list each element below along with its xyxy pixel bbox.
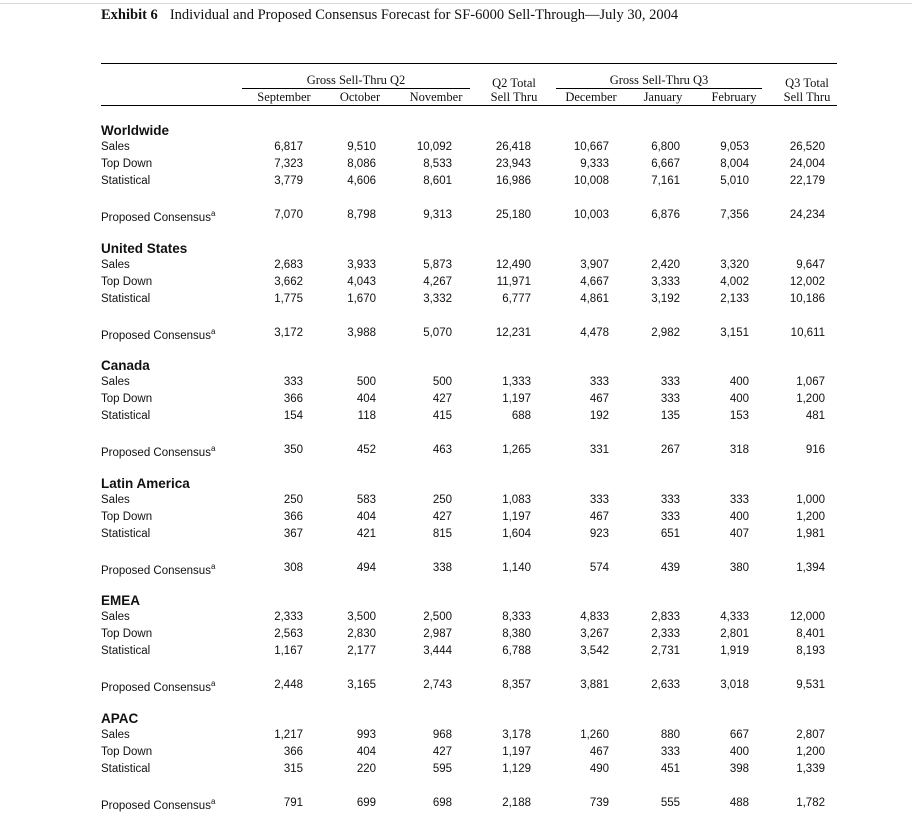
region-heading: Canada xyxy=(101,358,150,373)
table-cell: 9,333 xyxy=(580,158,609,170)
row-label: Sales xyxy=(101,141,130,153)
consensus-cell: 24,234 xyxy=(789,209,825,221)
table-cell: 8,601 xyxy=(423,175,452,187)
exhibit-caption: Individual and Proposed Consensus Forecast for SF-6000 Sell-Through—July 30, 2004 xyxy=(169,7,679,23)
row-label: Sales xyxy=(101,729,130,741)
table-cell: 2,987 xyxy=(423,628,452,640)
table-cell: 2,133 xyxy=(720,293,749,305)
top-border xyxy=(0,3,912,4)
consensus-cell: 318 xyxy=(729,444,749,456)
table-cell: 5,873 xyxy=(423,259,452,271)
row-label: Statistical xyxy=(101,293,151,305)
table-cell: 3,320 xyxy=(720,259,749,271)
consensus-cell: 2,188 xyxy=(502,797,531,809)
row-label: Statistical xyxy=(101,410,151,422)
row-label: Sales xyxy=(101,259,130,271)
table-cell: 993 xyxy=(356,729,376,741)
table-cell: 250 xyxy=(432,494,452,506)
table-cell: 2,333 xyxy=(274,611,303,623)
table-cell: 315 xyxy=(283,763,303,775)
consensus-cell: 791 xyxy=(283,797,303,809)
table-cell: 10,008 xyxy=(573,175,609,187)
table-cell: 1,197 xyxy=(502,746,531,758)
q3-group-header: Gross Sell-Thru Q3 xyxy=(609,73,709,87)
table-cell: 333 xyxy=(283,376,303,388)
table-cell: 400 xyxy=(729,511,749,523)
footnote-marker: a xyxy=(210,562,216,571)
consensus-cell: 10,003 xyxy=(573,209,609,221)
table-cell: 4,002 xyxy=(720,276,749,288)
table-cell: 10,092 xyxy=(416,141,452,153)
row-label: Sales xyxy=(101,494,130,506)
table-cell: 220 xyxy=(356,763,376,775)
consensus-cell: 2,743 xyxy=(423,679,452,691)
q2-group-header: Gross Sell-Thru Q2 xyxy=(306,73,406,87)
table-cell: 2,333 xyxy=(651,628,680,640)
table-cell: 1,000 xyxy=(796,494,825,506)
table-cell: 667 xyxy=(729,729,749,741)
table-cell: 250 xyxy=(283,494,303,506)
table-cell: 2,807 xyxy=(796,729,825,741)
footnote-marker: a xyxy=(210,679,216,688)
table-cell: 16,986 xyxy=(495,175,531,187)
header-top-rule xyxy=(101,63,837,64)
table-cell: 333 xyxy=(589,376,609,388)
consensus-cell: 308 xyxy=(283,562,303,574)
table-cell: 490 xyxy=(589,763,609,775)
consensus-cell: 3,988 xyxy=(347,327,376,339)
footnote-marker: a xyxy=(210,797,216,806)
table-cell: 8,401 xyxy=(796,628,825,640)
table-cell: 8,086 xyxy=(347,158,376,170)
table-cell: 8,533 xyxy=(423,158,452,170)
table-cell: 7,161 xyxy=(651,175,680,187)
consensus-cell: 439 xyxy=(660,562,680,574)
table-cell: 366 xyxy=(283,746,303,758)
table-cell: 1,260 xyxy=(580,729,609,741)
row-label: Statistical xyxy=(101,175,151,187)
table-cell: 3,332 xyxy=(423,293,452,305)
table-cell: 3,192 xyxy=(651,293,680,305)
table-cell: 333 xyxy=(660,746,680,758)
table-cell: 12,000 xyxy=(789,611,825,623)
table-cell: 427 xyxy=(432,511,452,523)
region-heading: Worldwide xyxy=(101,123,170,138)
table-cell: 1,670 xyxy=(347,293,376,305)
consensus-cell: 463 xyxy=(432,444,452,456)
consensus-cell: 9,531 xyxy=(796,679,825,691)
row-label: Statistical xyxy=(101,763,151,775)
table-cell: 6,817 xyxy=(274,141,303,153)
table-cell: 118 xyxy=(357,410,376,422)
table-cell: 8,004 xyxy=(720,158,749,170)
table-cell: 4,667 xyxy=(580,276,609,288)
consensus-cell: 916 xyxy=(805,444,825,456)
table-cell: 3,933 xyxy=(347,259,376,271)
exhibit-number: Exhibit 6 xyxy=(101,7,158,23)
table-cell: 2,500 xyxy=(423,611,452,623)
table-cell: 500 xyxy=(432,376,452,388)
table-cell: 333 xyxy=(660,494,680,506)
consensus-cell: 338 xyxy=(432,562,452,574)
consensus-cell: 1,265 xyxy=(502,444,531,456)
table-cell: 404 xyxy=(356,511,376,523)
table-cell: 366 xyxy=(283,393,303,405)
row-label: Top Down xyxy=(101,158,153,170)
table-cell: 481 xyxy=(805,410,825,422)
table-cell: 3,267 xyxy=(580,628,609,640)
q3-group-underline xyxy=(556,88,762,89)
consensus-cell: 8,357 xyxy=(502,679,531,691)
table-cell: 415 xyxy=(432,410,452,422)
table-cell: 1,197 xyxy=(502,393,531,405)
table-cell: 2,563 xyxy=(274,628,303,640)
table-cell: 3,542 xyxy=(580,645,609,657)
footnote-marker: a xyxy=(210,327,216,336)
consensus-cell: 267 xyxy=(660,444,680,456)
table-cell: 1,604 xyxy=(502,528,531,540)
table-cell: 192 xyxy=(589,410,609,422)
table-cell: 12,490 xyxy=(495,259,531,271)
table-cell: 22,179 xyxy=(789,175,825,187)
consensus-cell: 2,448 xyxy=(274,679,303,691)
table-cell: 1,167 xyxy=(274,645,303,657)
table-cell: 3,178 xyxy=(502,729,531,741)
table-cell: 9,510 xyxy=(347,141,376,153)
table-cell: 333 xyxy=(589,494,609,506)
consensus-cell: 4,478 xyxy=(580,327,609,339)
table-cell: 1,333 xyxy=(502,376,531,388)
table-cell: 968 xyxy=(432,729,452,741)
table-cell: 2,683 xyxy=(274,259,303,271)
consensus-row-label: Proposed Consensus$^a$ xyxy=(101,562,216,577)
region-heading: EMEA xyxy=(101,593,141,608)
consensus-cell: 3,881 xyxy=(580,679,609,691)
table-cell: 651 xyxy=(660,528,680,540)
consensus-cell: 1,782 xyxy=(796,797,825,809)
table-cell: 23,943 xyxy=(495,158,531,170)
table-cell: 583 xyxy=(356,494,376,506)
month-header: October xyxy=(339,90,381,104)
table-cell: 8,193 xyxy=(796,645,825,657)
consensus-cell: 488 xyxy=(729,797,749,809)
table-cell: 366 xyxy=(283,511,303,523)
table-cell: 10,667 xyxy=(573,141,609,153)
table-cell: 427 xyxy=(432,393,452,405)
table-cell: 367 xyxy=(283,528,303,540)
row-label: Top Down xyxy=(101,276,153,288)
table-cell: 2,177 xyxy=(347,645,376,657)
table-cell: 6,800 xyxy=(651,141,680,153)
row-label: Top Down xyxy=(101,628,153,640)
table-cell: 688 xyxy=(511,410,531,422)
table-cell: 8,333 xyxy=(502,611,531,623)
table-cell: 2,833 xyxy=(651,611,680,623)
table-cell: 154 xyxy=(283,410,303,422)
table-cell: 5,010 xyxy=(720,175,749,187)
table-cell: 8,380 xyxy=(502,628,531,640)
table-cell: 1,775 xyxy=(274,293,303,305)
row-label: Statistical xyxy=(101,528,151,540)
table-cell: 451 xyxy=(660,763,680,775)
table-cell: 595 xyxy=(432,763,452,775)
consensus-cell: 10,611 xyxy=(790,327,825,339)
table-cell: 4,267 xyxy=(423,276,452,288)
region-heading: United States xyxy=(101,241,188,256)
consensus-cell: 1,140 xyxy=(502,562,531,574)
consensus-cell: 452 xyxy=(356,444,376,456)
consensus-row-label: Proposed Consensus$^a$ xyxy=(101,797,216,812)
table-cell: 427 xyxy=(432,746,452,758)
table-cell: 333 xyxy=(660,393,680,405)
table-cell: 467 xyxy=(589,746,609,758)
row-label: Sales xyxy=(101,611,130,623)
table-cell: 1,200 xyxy=(796,746,825,758)
consensus-cell: 9,313 xyxy=(423,209,452,221)
table-cell: 4,606 xyxy=(347,175,376,187)
table-cell: 10,186 xyxy=(789,293,825,305)
month-header: November xyxy=(409,90,463,104)
table-cell: 12,002 xyxy=(789,276,825,288)
q3-total-header-line1: Q3 Total xyxy=(785,76,829,90)
consensus-row-label: Proposed Consensus$^a$ xyxy=(101,679,216,694)
row-label: Top Down xyxy=(101,393,153,405)
table-cell: 3,662 xyxy=(274,276,303,288)
table-cell: 3,444 xyxy=(423,645,452,657)
table-cell: 4,333 xyxy=(720,611,749,623)
table-cell: 1,200 xyxy=(796,393,825,405)
table-cell: 880 xyxy=(660,729,680,741)
q2-total-header-line1: Q2 Total xyxy=(492,76,536,90)
consensus-cell: 3,172 xyxy=(274,327,303,339)
table-cell: 3,907 xyxy=(580,259,609,271)
table-cell: 404 xyxy=(356,746,376,758)
row-label: Statistical xyxy=(101,645,151,657)
table-cell: 11,971 xyxy=(496,276,531,288)
consensus-cell: 7,356 xyxy=(720,209,749,221)
table-cell: 4,833 xyxy=(580,611,609,623)
table-cell: 1,200 xyxy=(796,511,825,523)
consensus-cell: 6,876 xyxy=(651,209,680,221)
table-cell: 1,129 xyxy=(502,763,531,775)
row-label: Top Down xyxy=(101,746,153,758)
consensus-row-label: Proposed Consensus$^a$ xyxy=(101,444,216,459)
q2-total-header-line2: Sell Thru xyxy=(490,90,538,104)
table-cell: 3,779 xyxy=(274,175,303,187)
consensus-cell: 12,231 xyxy=(495,327,531,339)
consensus-cell: 699 xyxy=(356,797,376,809)
table-cell: 333 xyxy=(729,494,749,506)
consensus-cell: 3,018 xyxy=(720,679,749,691)
table-cell: 3,500 xyxy=(347,611,376,623)
table-cell: 404 xyxy=(356,393,376,405)
table-cell: 1,217 xyxy=(274,729,303,741)
table-cell: 1,981 xyxy=(796,528,825,540)
table-cell: 400 xyxy=(729,746,749,758)
month-header: December xyxy=(565,90,617,104)
table-cell: 3,333 xyxy=(651,276,680,288)
region-heading: Latin America xyxy=(101,476,190,491)
table-cell: 2,830 xyxy=(347,628,376,640)
table-cell: 923 xyxy=(589,528,609,540)
table-cell: 1,919 xyxy=(720,645,749,657)
table-cell: 407 xyxy=(729,528,749,540)
table-cell: 1,083 xyxy=(502,494,531,506)
table-cell: 1,197 xyxy=(502,511,531,523)
header-bottom-rule xyxy=(101,105,837,106)
table-cell: 24,004 xyxy=(789,158,825,170)
table-cell: 26,520 xyxy=(789,141,825,153)
row-label: Top Down xyxy=(101,511,153,523)
footnote-marker: a xyxy=(210,444,216,453)
table-cell: 9,053 xyxy=(720,141,749,153)
consensus-cell: 8,798 xyxy=(347,209,376,221)
consensus-row-label: Proposed Consensus$^a$ xyxy=(101,327,216,342)
table-cell: 6,667 xyxy=(651,158,680,170)
table-cell: 815 xyxy=(432,528,452,540)
consensus-cell: 2,982 xyxy=(651,327,680,339)
table-cell: 153 xyxy=(729,410,749,422)
consensus-cell: 3,151 xyxy=(720,327,749,339)
footnote-marker: a xyxy=(210,209,216,218)
consensus-cell: 5,070 xyxy=(423,327,452,339)
month-header: January xyxy=(643,90,683,104)
table-cell: 421 xyxy=(356,528,376,540)
table-cell: 467 xyxy=(589,393,609,405)
table-cell: 7,323 xyxy=(274,158,303,170)
consensus-cell: 494 xyxy=(356,562,376,574)
consensus-cell: 25,180 xyxy=(495,209,531,221)
table-cell: 4,861 xyxy=(580,293,609,305)
table-cell: 398 xyxy=(729,763,749,775)
consensus-cell: 2,633 xyxy=(651,679,680,691)
consensus-cell: 7,070 xyxy=(274,209,303,221)
consensus-cell: 350 xyxy=(283,444,303,456)
table-cell: 333 xyxy=(660,511,680,523)
q2-group-underline xyxy=(242,88,470,89)
table-cell: 400 xyxy=(729,393,749,405)
consensus-cell: 555 xyxy=(660,797,680,809)
month-header: September xyxy=(257,90,311,104)
table-cell: 400 xyxy=(729,376,749,388)
table-cell: 1,067 xyxy=(796,376,825,388)
table-cell: 500 xyxy=(356,376,376,388)
table-cell: 333 xyxy=(660,376,680,388)
consensus-cell: 331 xyxy=(589,444,609,456)
table-cell: 2,731 xyxy=(651,645,680,657)
exhibit-title xyxy=(101,7,678,24)
table-cell: 2,420 xyxy=(651,259,680,271)
table-cell: 6,777 xyxy=(502,293,531,305)
region-heading: APAC xyxy=(101,711,139,726)
q3-total-header-line2: Sell Thru xyxy=(783,90,831,104)
row-label: Sales xyxy=(101,376,130,388)
month-header: February xyxy=(711,90,757,104)
table-cell: 26,418 xyxy=(495,141,531,153)
consensus-cell: 380 xyxy=(729,562,749,574)
consensus-cell: 698 xyxy=(432,797,452,809)
consensus-cell: 1,394 xyxy=(796,562,825,574)
consensus-cell: 3,165 xyxy=(347,679,376,691)
consensus-cell: 574 xyxy=(589,562,609,574)
table-cell: 135 xyxy=(660,410,680,422)
table-cell: 2,801 xyxy=(720,628,749,640)
table-cell: 4,043 xyxy=(347,276,376,288)
table-cell: 9,647 xyxy=(796,259,825,271)
consensus-row-label: Proposed Consensus$^a$ xyxy=(101,209,216,224)
table-cell: 1,339 xyxy=(796,763,825,775)
consensus-cell: 739 xyxy=(589,797,609,809)
table-cell: 6,788 xyxy=(502,645,531,657)
table-cell: 467 xyxy=(589,511,609,523)
